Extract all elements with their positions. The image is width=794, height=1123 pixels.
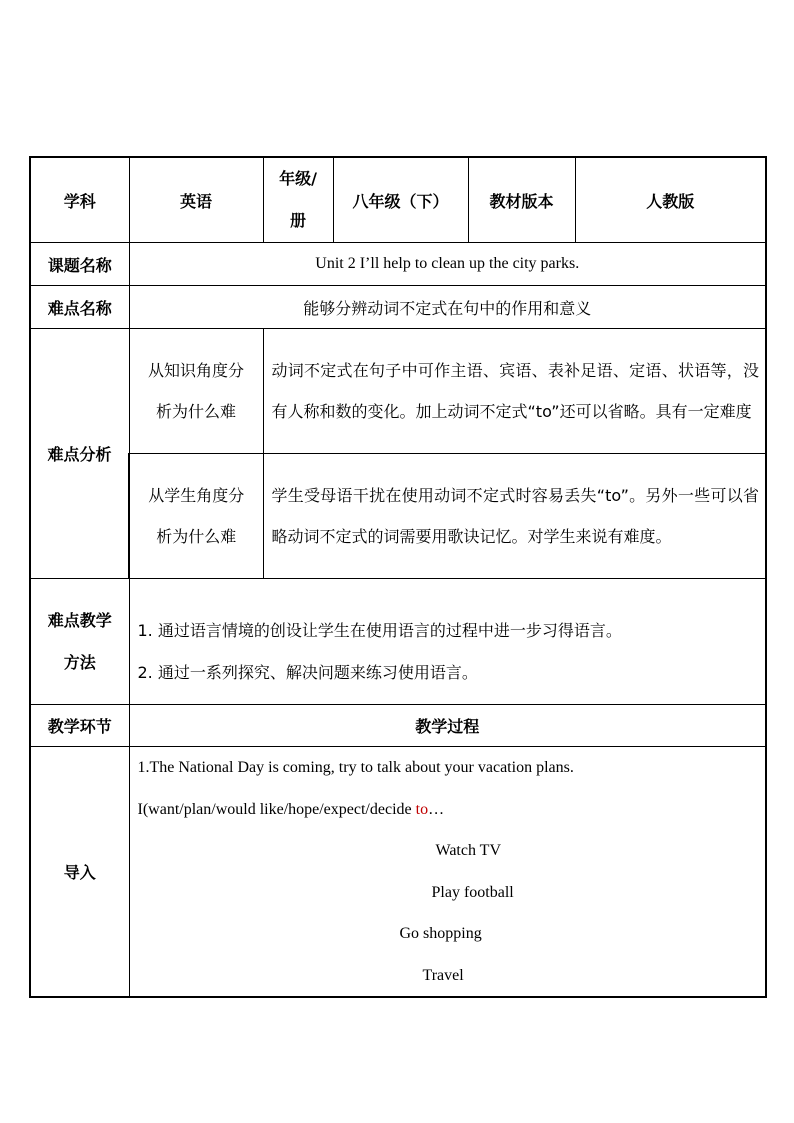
- topic-row: [30, 243, 766, 286]
- difficulty-value: 能够分辨动词不定式在句中的作用和意义: [129, 286, 766, 329]
- subject-value: 英语: [129, 157, 263, 243]
- method-label-line2: 方法: [63, 652, 96, 672]
- process-header-row: [30, 705, 766, 747]
- stage-header: 教学环节: [30, 705, 129, 747]
- intro-line-2: [138, 789, 758, 831]
- edition-label: 教材版本: [468, 157, 575, 243]
- edition-value: 人教版: [575, 157, 766, 243]
- option-travel: Travel: [422, 966, 464, 984]
- knowledge-analysis-text: 动词不定式在句子中可作主语、宾语、表补足语、定语、状语等，没有人称和数的变化。加上动词不定式“to”还可以省略。具有一定难度: [263, 329, 766, 454]
- header-row: [30, 157, 766, 243]
- intro-content: [129, 747, 766, 998]
- analysis-student-row: [30, 454, 766, 579]
- intro-line-2-prefix: I(want/plan/would like/hope/expect/decide: [137, 800, 416, 818]
- knowledge-label-line1: 从知识角度分: [147, 360, 244, 380]
- grade-label: [263, 157, 333, 243]
- grade-value: 八年级（下）: [333, 157, 468, 243]
- subject-label: 学科: [30, 157, 129, 243]
- option-go-shopping: Go shopping: [399, 925, 482, 942]
- intro-line-1: 1.The National Day is coming, try to talk about your vacation plans.: [137, 759, 574, 776]
- analysis-knowledge-row: [30, 329, 766, 454]
- intro-label: 导入: [30, 747, 129, 998]
- difficulty-row: [30, 286, 766, 329]
- lesson-plan-table: [29, 156, 767, 998]
- method-row: [30, 579, 766, 705]
- student-angle-label: [129, 454, 263, 579]
- intro-line-2-suffix: …: [428, 800, 445, 818]
- analysis-label: 难点分析: [30, 329, 129, 579]
- intro-row: [30, 747, 766, 998]
- difficulty-label: 难点名称: [30, 286, 129, 329]
- method-item-2: 2. 通过一系列探究、解决问题来练习使用语言。: [137, 662, 478, 682]
- method-label-line1: 难点教学: [47, 611, 112, 630]
- method-list: [129, 579, 766, 705]
- grade-label-bottom: 册: [289, 211, 306, 230]
- topic-label: 课题名称: [30, 243, 129, 286]
- student-label-line2: 析为什么难: [156, 527, 237, 546]
- student-analysis-text: 学生受母语干扰在使用动词不定式时容易丢失“to”。另外一些可以省略动词不定式的词需要用歌诀记忆。对学生来说有难度。: [263, 454, 766, 579]
- knowledge-label-line2: 析为什么难: [155, 402, 236, 421]
- knowledge-angle-label: [129, 329, 263, 454]
- grade-label-top: 年级/: [279, 169, 317, 188]
- option-watch-tv: Watch TV: [435, 842, 502, 859]
- topic-value: Unit 2 I’ll help to clean up the city parks.: [129, 243, 766, 286]
- student-label-line1: 从学生角度分: [148, 485, 245, 505]
- method-item-1: 1. 通过语言情境的创设让学生在使用语言的过程中进一步习得语言。: [137, 621, 622, 640]
- method-label: [30, 579, 129, 705]
- intro-line-2-highlight: to: [415, 800, 429, 818]
- process-header: 教学过程: [129, 705, 766, 747]
- option-play-football: Play football: [431, 883, 514, 901]
